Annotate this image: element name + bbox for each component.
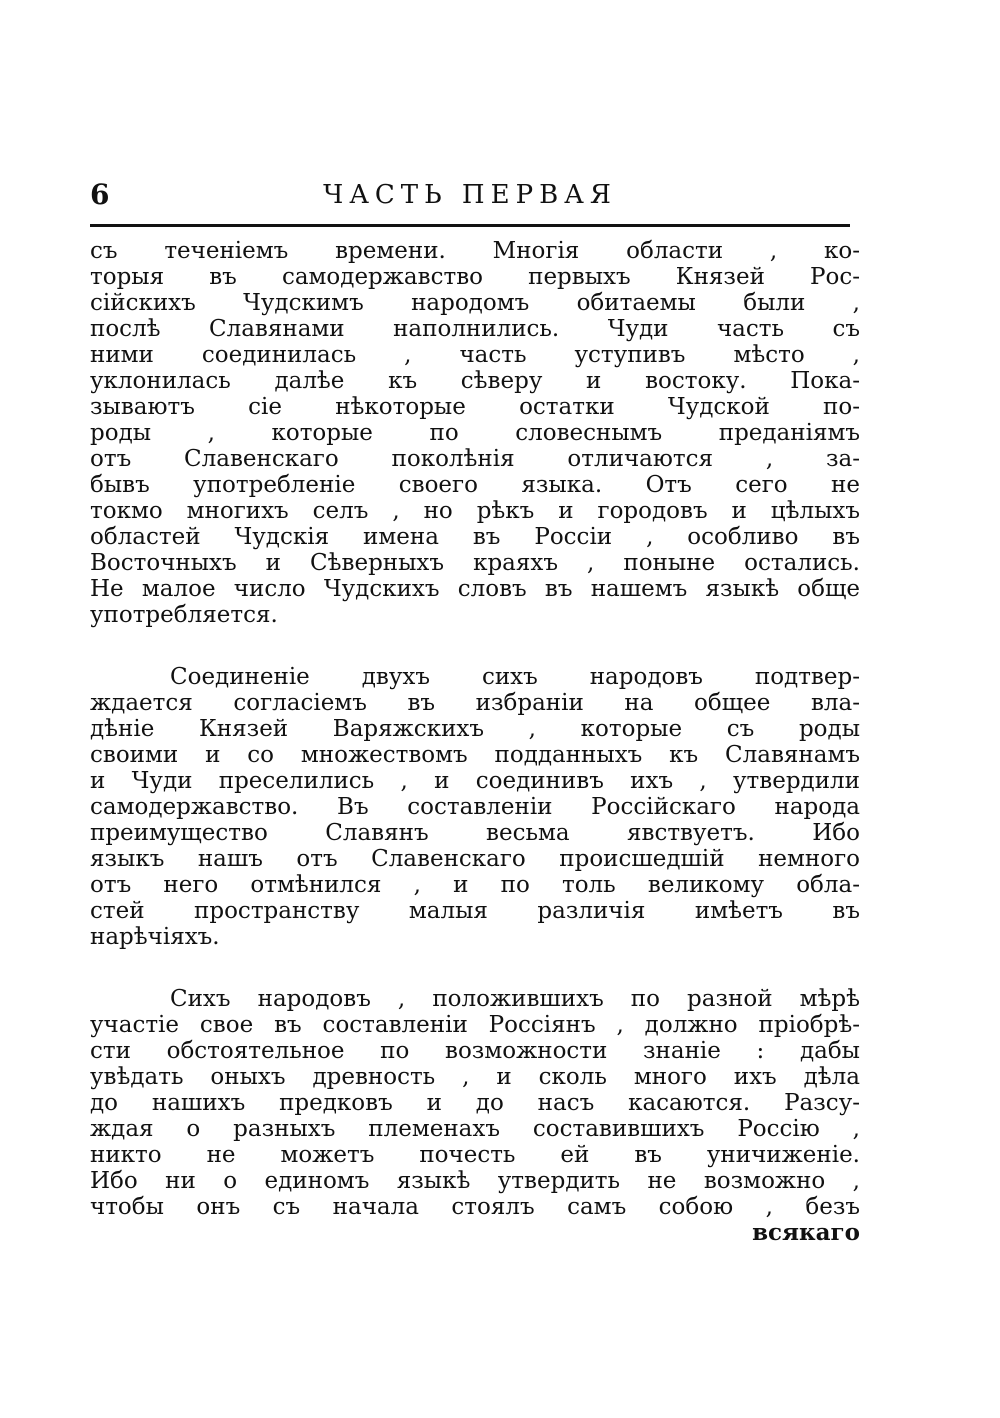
text-line: бывъ употребленiе своего языка. Отъ сего не	[90, 472, 860, 498]
paragraph-1	[90, 238, 860, 628]
text-line: употребляется.	[90, 602, 278, 628]
text-line: роды , которые по словеснымъ преданiямъ	[90, 420, 860, 446]
text-line: нарѣчiяхъ.	[90, 924, 220, 950]
text-line: сти обстоятельное по возможности знанiе : дабы	[90, 1038, 860, 1064]
text-line: увѣдать оныхъ древность , и сколь много ихъ дѣла	[90, 1064, 860, 1090]
text-line: сiйскихъ Чудскимъ народомъ обитаемы были ,	[90, 290, 860, 316]
text-line: торыя въ самодержавство первыхъ Князей Рос-	[90, 264, 860, 290]
page-number: 6	[90, 178, 110, 211]
text-line: зываютъ сiе нѣкоторые остатки Чудской по-	[90, 394, 860, 420]
text-line: и Чуди преселились , и соединивъ ихъ , утвердили	[90, 768, 860, 794]
text-line: стей пространству малыя различiя имѣетъ въ	[90, 898, 860, 924]
text-line: участiе свое въ составленiи Россiянъ , должно прiобрѣ-	[90, 1012, 860, 1038]
text-line: отъ Славенскаго поколѣнiя отличаются , за-	[90, 446, 860, 472]
text-line: ними соединилась , часть уступивъ мѣсто ,	[90, 342, 860, 368]
paragraph-2	[90, 664, 860, 950]
text-line: токмо многихъ селъ , но рѣкъ и городовъ и цѣлыхъ	[90, 498, 860, 524]
text-line: своими и со множествомъ подданныхъ къ Славянамъ	[90, 742, 860, 768]
text-line: Сихъ народовъ , положившихъ по разной мѣрѣ	[170, 986, 860, 1012]
text-line: до нашихъ предковъ и до насъ касаются. Разсу-	[90, 1090, 860, 1116]
text-line: самодержавство. Въ составленiи Россiйскаго народа	[90, 794, 860, 820]
text-line: ждая о разныхъ племенахъ составившихъ Россiю ,	[90, 1116, 860, 1142]
text-line: Ибо ни о единомъ языкѣ утвердить не возможно ,	[90, 1168, 860, 1194]
paragraph-3	[90, 986, 860, 1220]
body-text	[90, 238, 860, 1246]
page-header	[90, 178, 850, 218]
text-line: ждается согласiемъ въ избранiи на общее вла-	[90, 690, 860, 716]
text-line: преимущество Славянъ весьма явствуетъ. Ибо	[90, 820, 860, 846]
paragraph-gap	[90, 950, 860, 986]
text-line: Восточныхъ и Сѣверныхъ краяхъ , поныне остались.	[90, 550, 860, 576]
catchword: всякаго	[752, 1220, 860, 1246]
text-line: уклонилась далѣе къ сѣверу и востоку. Пока-	[90, 368, 860, 394]
text-line: областей Чудскiя имена въ Россiи , особливо въ	[90, 524, 860, 550]
header-rule	[90, 224, 850, 227]
text-line: Не малое число Чудскихъ словъ въ нашемъ языкѣ обще	[90, 576, 860, 602]
text-line: отъ него отмѣнился , и по толь великому обла-	[90, 872, 860, 898]
text-line: послѣ Славянами наполнились. Чуди часть съ	[90, 316, 860, 342]
text-line: языкъ нашъ отъ Славенскаго происшедшiй немного	[90, 846, 860, 872]
text-line: дѣнiе Князей Варяжскихъ , которые съ роды	[90, 716, 860, 742]
text-line: чтобы онъ съ начала стоялъ самъ собою , безъ	[90, 1194, 860, 1220]
running-title: ЧАСТЬ ПЕРВАЯ	[323, 180, 617, 210]
text-line: никто не можетъ почесть ей въ уничиженiе.	[90, 1142, 860, 1168]
text-line: съ теченiемъ времени. Многiя области , ко-	[90, 238, 860, 264]
text-line: Соединенiе двухъ сихъ народовъ подтвер-	[170, 664, 860, 690]
paragraph-gap	[90, 628, 860, 664]
